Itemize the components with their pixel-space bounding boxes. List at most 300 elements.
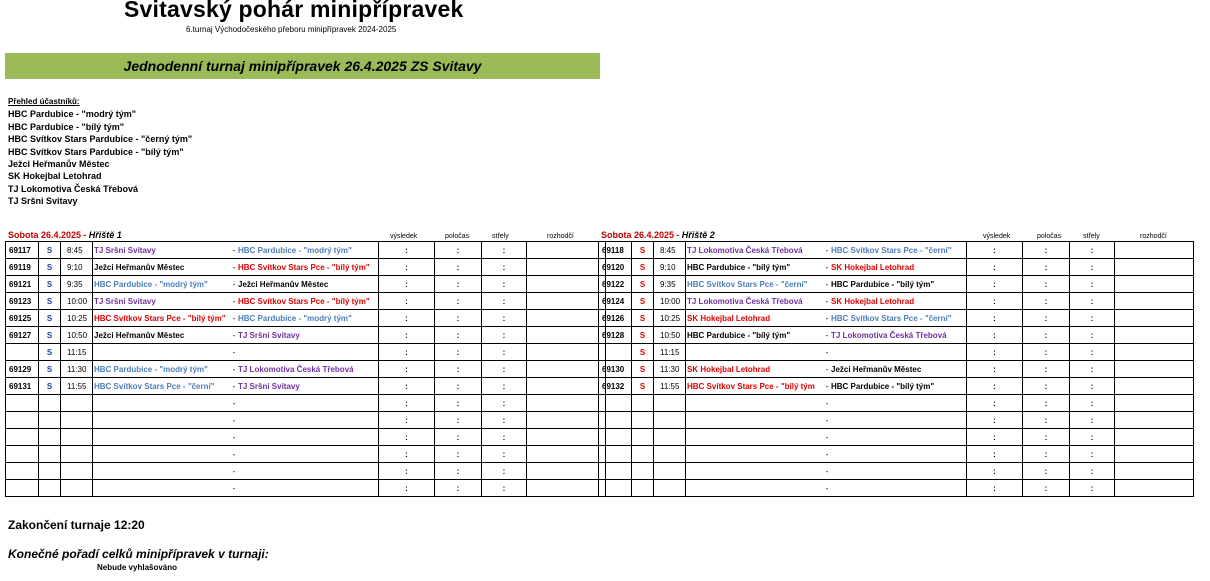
referee-cell	[1115, 344, 1194, 361]
match-teams	[93, 395, 379, 412]
shots-cell: :	[1070, 446, 1115, 463]
match-category	[39, 429, 61, 446]
match-category	[39, 412, 61, 429]
shots-cell: :	[482, 412, 527, 429]
match-row	[599, 259, 1194, 276]
halftime-cell: :	[435, 310, 482, 327]
home-team: SK Hokejbal Letohrad	[687, 364, 771, 374]
pitch1-name: Hřiště 1	[88, 230, 122, 240]
match-teams	[686, 395, 967, 412]
halftime-cell: :	[435, 429, 482, 446]
result-cell: :	[967, 361, 1023, 378]
referee-cell	[527, 395, 606, 412]
col-half-2: poločas	[1037, 233, 1062, 240]
team-separator: -	[232, 262, 236, 272]
result-cell: :	[379, 276, 435, 293]
result-cell: :	[967, 310, 1023, 327]
match-teams	[93, 480, 379, 497]
team-separator: -	[232, 432, 236, 442]
match-time	[654, 395, 686, 412]
match-category	[39, 480, 61, 497]
referee-cell	[527, 361, 606, 378]
halftime-cell: :	[435, 344, 482, 361]
match-time: 11:15	[61, 344, 93, 361]
match-teams	[686, 412, 967, 429]
match-time	[654, 480, 686, 497]
match-row	[599, 293, 1194, 310]
halftime-cell: :	[1023, 412, 1070, 429]
shots-cell: :	[482, 276, 527, 293]
match-teams	[93, 344, 379, 361]
match-row	[6, 446, 606, 463]
halftime-cell: :	[435, 276, 482, 293]
match-number: 69126	[599, 310, 632, 327]
referee-cell	[527, 259, 606, 276]
team-separator: -	[232, 313, 236, 323]
pitch2-header: Sobota 26.4.2025 - Hřiště 2	[601, 230, 715, 240]
team-separator: -	[825, 296, 829, 306]
match-row	[6, 361, 606, 378]
away-team: HBC Pardubice - "modrý tým"	[238, 245, 352, 255]
match-number: 69124	[599, 293, 632, 310]
referee-cell	[1115, 446, 1194, 463]
match-time: 11:55	[61, 378, 93, 395]
team-separator: -	[825, 398, 829, 408]
participant-item: TJ Lokomotiva Česká Třebová	[8, 183, 139, 194]
match-row	[599, 412, 1194, 429]
match-number	[599, 463, 632, 480]
shots-cell: :	[482, 480, 527, 497]
halftime-cell: :	[1023, 327, 1070, 344]
shots-cell: :	[1070, 412, 1115, 429]
team-separator: -	[232, 449, 236, 459]
match-category	[39, 463, 61, 480]
match-category	[632, 446, 654, 463]
halftime-cell: :	[435, 463, 482, 480]
match-number: 69120	[599, 259, 632, 276]
match-category	[39, 446, 61, 463]
halftime-cell: :	[1023, 293, 1070, 310]
final-order-value: Nebude vyhlašováno	[97, 563, 178, 572]
halftime-cell: :	[435, 395, 482, 412]
away-team: SK Hokejbal Letohrad	[831, 262, 915, 272]
shots-cell: :	[482, 395, 527, 412]
match-row	[599, 463, 1194, 480]
match-time: 10:25	[654, 310, 686, 327]
match-row	[6, 395, 606, 412]
referee-cell	[1115, 378, 1194, 395]
shots-cell: :	[482, 361, 527, 378]
col-shots-2: střely	[1083, 233, 1100, 240]
shots-cell: :	[1070, 378, 1115, 395]
result-cell: :	[379, 378, 435, 395]
match-category: S	[632, 378, 654, 395]
col-referee-2: rozhodčí	[1140, 233, 1167, 240]
away-team: SK Hokejbal Letohrad	[831, 296, 915, 306]
pitch2-name: Hřiště 2	[681, 230, 715, 240]
referee-cell	[1115, 480, 1194, 497]
halftime-cell: :	[1023, 446, 1070, 463]
shots-cell: :	[1070, 310, 1115, 327]
match-time	[61, 429, 93, 446]
referee-cell	[527, 327, 606, 344]
match-number: 69128	[599, 327, 632, 344]
match-row	[6, 378, 606, 395]
referee-cell	[527, 242, 606, 259]
team-separator: -	[232, 347, 236, 357]
home-team: HBC Svítkov Stars Pce - "černí"	[94, 381, 215, 391]
home-team: HBC Svítkov Stars Pce - "černí"	[687, 279, 808, 289]
match-time: 10:50	[61, 327, 93, 344]
shots-cell: :	[1070, 480, 1115, 497]
home-team: HBC Pardubice - "bílý tým"	[687, 330, 791, 340]
result-cell: :	[379, 412, 435, 429]
match-category	[632, 429, 654, 446]
team-separator: -	[825, 381, 829, 391]
match-number: 69122	[599, 276, 632, 293]
match-category: S	[39, 327, 61, 344]
match-teams	[686, 378, 967, 395]
result-cell: :	[967, 327, 1023, 344]
team-separator: -	[825, 466, 829, 476]
match-category: S	[39, 242, 61, 259]
match-time	[654, 412, 686, 429]
match-category: S	[39, 361, 61, 378]
match-category: S	[39, 378, 61, 395]
team-separator: -	[232, 245, 236, 255]
match-teams	[686, 429, 967, 446]
result-cell: :	[967, 293, 1023, 310]
referee-cell	[1115, 276, 1194, 293]
match-row	[6, 276, 606, 293]
shots-cell: :	[482, 242, 527, 259]
away-team: TJ Lokomotiva Česká Třebová	[831, 330, 947, 340]
match-teams	[93, 446, 379, 463]
participants-heading: Přehled účastníků:	[8, 97, 80, 106]
match-time	[61, 395, 93, 412]
match-teams	[93, 429, 379, 446]
match-time: 9:35	[61, 276, 93, 293]
match-time: 8:45	[654, 242, 686, 259]
match-time: 9:35	[654, 276, 686, 293]
result-cell: :	[967, 480, 1023, 497]
match-number	[599, 395, 632, 412]
away-team: HBC Svítkov Stars Pce - "bílý tým"	[238, 262, 370, 272]
match-number: 69129	[6, 361, 39, 378]
page-subtitle: 6.turnaj Východočeského přeboru minipřípravek 2024-2025	[186, 25, 397, 34]
shots-cell: :	[482, 327, 527, 344]
tournament-end: Zakončení turnaje 12:20	[8, 518, 145, 532]
participant-item: HBC Svítkov Stars Pardubice - "černý tým"	[8, 134, 193, 145]
result-cell: :	[379, 327, 435, 344]
match-teams	[93, 310, 379, 327]
match-teams	[686, 276, 967, 293]
shots-cell: :	[482, 446, 527, 463]
match-row	[599, 378, 1194, 395]
match-teams	[686, 361, 967, 378]
match-row	[6, 412, 606, 429]
col-shots-1: střely	[492, 233, 509, 240]
col-half-1: poločas	[445, 233, 470, 240]
shots-cell: :	[1070, 276, 1115, 293]
halftime-cell: :	[1023, 361, 1070, 378]
match-row	[6, 259, 606, 276]
match-row	[6, 480, 606, 497]
match-category: S	[632, 327, 654, 344]
referee-cell	[1115, 463, 1194, 480]
away-team: Ježci Heřmanův Městec	[238, 279, 329, 289]
match-row	[599, 429, 1194, 446]
match-teams	[93, 463, 379, 480]
match-number: 69125	[6, 310, 39, 327]
shots-cell: :	[482, 259, 527, 276]
halftime-cell: :	[1023, 429, 1070, 446]
match-number: 69119	[6, 259, 39, 276]
match-teams	[93, 412, 379, 429]
match-teams	[686, 344, 967, 361]
match-time: 11:30	[654, 361, 686, 378]
halftime-cell: :	[435, 259, 482, 276]
team-separator: -	[825, 449, 829, 459]
pitch2-day: Sobota 26.4.2025	[601, 230, 675, 240]
halftime-cell: :	[435, 293, 482, 310]
match-time: 8:45	[61, 242, 93, 259]
halftime-cell: :	[435, 378, 482, 395]
away-team: HBC Pardubice - "bílý tým"	[831, 279, 935, 289]
match-category	[632, 463, 654, 480]
team-separator: -	[825, 279, 829, 289]
match-category: S	[39, 259, 61, 276]
result-cell: :	[379, 242, 435, 259]
match-time: 11:30	[61, 361, 93, 378]
halftime-cell: :	[435, 327, 482, 344]
result-cell: :	[379, 361, 435, 378]
match-category: S	[39, 310, 61, 327]
match-teams	[686, 327, 967, 344]
shots-cell: :	[1070, 361, 1115, 378]
participant-item: TJ Sršni Svitavy	[8, 196, 78, 207]
match-number: 69123	[6, 293, 39, 310]
match-category	[632, 480, 654, 497]
team-separator: -	[825, 330, 829, 340]
team-separator: -	[825, 347, 829, 357]
shots-cell: :	[482, 378, 527, 395]
match-number: 69132	[599, 378, 632, 395]
referee-cell	[527, 480, 606, 497]
match-number: 69121	[6, 276, 39, 293]
match-time: 11:55	[654, 378, 686, 395]
team-separator: -	[825, 432, 829, 442]
result-cell: :	[379, 395, 435, 412]
home-team: TJ Sršni Svitavy	[94, 296, 156, 306]
halftime-cell: :	[1023, 276, 1070, 293]
referee-cell	[1115, 395, 1194, 412]
away-team: TJ Sršni Svitavy	[238, 330, 300, 340]
result-cell: :	[379, 344, 435, 361]
match-category: S	[39, 344, 61, 361]
referee-cell	[1115, 242, 1194, 259]
match-time	[654, 446, 686, 463]
match-time: 10:00	[654, 293, 686, 310]
pitch1-header: Sobota 26.4.2025 - Hřiště 1	[8, 230, 122, 240]
participant-item: Ježci Heřmanův Městec	[8, 159, 110, 170]
home-team: Ježci Heřmanův Městec	[94, 262, 185, 272]
match-teams	[686, 242, 967, 259]
match-number	[6, 446, 39, 463]
home-team: HBC Svítkov Stars Pce - "bílý tým	[687, 381, 815, 391]
match-number	[6, 344, 39, 361]
match-row	[6, 242, 606, 259]
result-cell: :	[967, 463, 1023, 480]
match-category: S	[632, 310, 654, 327]
referee-cell	[527, 378, 606, 395]
col-result-2: výsledek	[983, 233, 1011, 240]
match-teams	[686, 310, 967, 327]
result-cell: :	[967, 395, 1023, 412]
referee-cell	[527, 463, 606, 480]
team-separator: -	[825, 364, 829, 374]
match-row	[6, 327, 606, 344]
result-cell: :	[967, 259, 1023, 276]
result-cell: :	[967, 344, 1023, 361]
shots-cell: :	[1070, 327, 1115, 344]
home-team: HBC Svítkov Stars Pce - "bílý tým"	[94, 313, 226, 323]
match-number	[599, 480, 632, 497]
match-row	[6, 310, 606, 327]
result-cell: :	[379, 259, 435, 276]
halftime-cell: :	[435, 412, 482, 429]
halftime-cell: :	[435, 480, 482, 497]
shots-cell: :	[1070, 463, 1115, 480]
team-separator: -	[232, 483, 236, 493]
shots-cell: :	[1070, 259, 1115, 276]
result-cell: :	[967, 429, 1023, 446]
result-cell: :	[967, 276, 1023, 293]
match-teams	[686, 463, 967, 480]
match-row	[6, 293, 606, 310]
match-row	[599, 480, 1194, 497]
shots-cell: :	[1070, 344, 1115, 361]
result-cell: :	[379, 429, 435, 446]
match-row	[599, 395, 1194, 412]
result-cell: :	[967, 446, 1023, 463]
home-team: HBC Pardubice - "modrý tým"	[94, 364, 208, 374]
match-time: 10:00	[61, 293, 93, 310]
team-separator: -	[825, 483, 829, 493]
schedule-table-pitch1	[5, 241, 606, 497]
match-category: S	[632, 344, 654, 361]
team-separator: -	[232, 415, 236, 425]
match-category	[632, 412, 654, 429]
participant-item: HBC Pardubice - "bílý tým"	[8, 121, 125, 132]
halftime-cell: :	[1023, 344, 1070, 361]
match-time: 10:25	[61, 310, 93, 327]
col-referee-1: rozhodčí	[547, 233, 574, 240]
participants-list	[8, 96, 192, 208]
match-row	[599, 310, 1194, 327]
page-title: Svitavský pohár minipřípravek	[124, 0, 464, 22]
shots-cell: :	[482, 310, 527, 327]
result-cell: :	[379, 310, 435, 327]
match-teams	[686, 259, 967, 276]
team-separator: -	[232, 466, 236, 476]
shots-cell: :	[1070, 293, 1115, 310]
match-teams	[93, 293, 379, 310]
match-teams	[93, 276, 379, 293]
team-separator: -	[825, 245, 829, 255]
match-row	[6, 463, 606, 480]
match-category: S	[632, 259, 654, 276]
pitch1-day: Sobota 26.4.2025	[8, 230, 82, 240]
match-time	[61, 463, 93, 480]
match-row	[599, 242, 1194, 259]
referee-cell	[1115, 429, 1194, 446]
away-team: HBC Svítkov Stars Pce - "černí"	[831, 313, 952, 323]
halftime-cell: :	[1023, 378, 1070, 395]
referee-cell	[527, 429, 606, 446]
referee-cell	[527, 293, 606, 310]
match-row	[599, 344, 1194, 361]
match-row	[599, 276, 1194, 293]
home-team: TJ Lokomotiva Česká Třebová	[687, 296, 803, 306]
match-row	[599, 361, 1194, 378]
team-separator: -	[232, 398, 236, 408]
final-order-heading: Konečné pořadí celků minipřípravek v turnaji:	[8, 547, 269, 561]
referee-cell	[1115, 412, 1194, 429]
away-team: HBC Svítkov Stars Pce - "černí"	[831, 245, 952, 255]
result-cell: :	[379, 463, 435, 480]
referee-cell	[527, 446, 606, 463]
team-separator: -	[232, 296, 236, 306]
team-separator: -	[825, 313, 829, 323]
match-time: 10:50	[654, 327, 686, 344]
match-row	[599, 327, 1194, 344]
match-time	[654, 429, 686, 446]
match-time: 9:10	[61, 259, 93, 276]
match-category: S	[39, 293, 61, 310]
halftime-cell: :	[1023, 480, 1070, 497]
shots-cell: :	[482, 344, 527, 361]
halftime-cell: :	[435, 242, 482, 259]
referee-cell	[1115, 327, 1194, 344]
referee-cell	[527, 276, 606, 293]
team-separator: -	[232, 330, 236, 340]
match-category	[632, 395, 654, 412]
match-number	[6, 412, 39, 429]
match-teams	[686, 480, 967, 497]
participant-item: HBC Svítkov Stars Pardubice - "bílý tým"	[8, 146, 184, 157]
referee-cell	[527, 344, 606, 361]
halftime-cell: :	[435, 361, 482, 378]
match-number	[599, 412, 632, 429]
match-time	[61, 480, 93, 497]
match-row	[6, 344, 606, 361]
home-team: HBC Pardubice - "modrý tým"	[94, 279, 208, 289]
shots-cell: :	[482, 463, 527, 480]
result-cell: :	[967, 378, 1023, 395]
match-time	[61, 446, 93, 463]
match-number	[6, 480, 39, 497]
result-cell: :	[967, 242, 1023, 259]
team-separator: -	[232, 364, 236, 374]
result-cell: :	[379, 293, 435, 310]
match-time	[61, 412, 93, 429]
match-category: S	[632, 276, 654, 293]
participant-item: SK Hokejbal Letohrad	[8, 171, 102, 182]
shots-cell: :	[1070, 395, 1115, 412]
participant-item: HBC Pardubice - "modrý tým"	[8, 109, 137, 120]
match-teams	[93, 327, 379, 344]
